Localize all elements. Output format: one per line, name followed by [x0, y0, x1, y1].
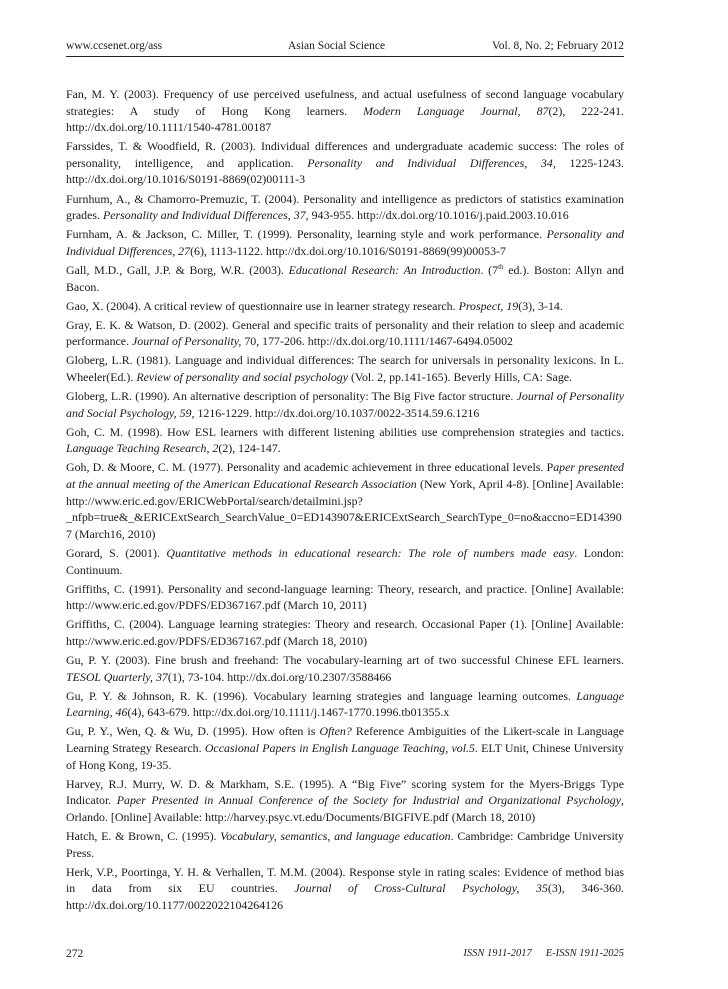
reference-text: Fan, M. Y. (2003). Frequency of use perceived usefulness, and actual usefulness of second language vocabulary strategies: A study of Hong Kong learners.	[66, 87, 624, 118]
reference-text: , Orlando. [Online] Available: http://harvey.psyc.vt.edu/Documents/BIGFIVE.pdf (March 18, 2010)	[66, 793, 624, 824]
journal-website: www.ccsenet.org/ass	[66, 40, 163, 52]
reference-text: Gu, P. Y. & Johnson, R. K. (1996). Vocabulary learning strategies and language learning outcomes.	[66, 688, 577, 703]
reference-entry	[66, 828, 624, 861]
reference-entry	[66, 723, 624, 773]
reference-text: , 1216-1229. http://dx.doi.org/10.1037/0022-3514.59.6.1216	[191, 405, 480, 420]
reference-text: . (7	[480, 262, 499, 277]
reference-italic-text: Vocabulary, semantics, and language education	[220, 828, 451, 843]
reference-entry	[66, 776, 624, 826]
reference-italic-text: Educational Research: An Introduction	[288, 262, 481, 277]
reference-italic-text: Language Learning, 46	[66, 688, 624, 720]
reference-entry	[66, 86, 624, 136]
reference-entry	[66, 352, 624, 385]
reference-superscript: th	[498, 262, 504, 271]
journal-name: Asian Social Science	[288, 40, 386, 52]
reference-text: Herk, V.P., Poortinga, Y. H. & Verhallen, T. M.M. (2004). Response style in rating scales: Evidence of method bias in data from six EU countries.	[66, 864, 624, 896]
running-header	[66, 40, 624, 57]
reference-text: Griffiths, C. (1991). Personality and second-language learning: Theory, research, and practice. [Online] Available: http://www.eric.ed.gov/PDFS/ED367167.pdf (March 10, 2011)	[66, 581, 624, 613]
reference-text: (1), 73-104. http://dx.doi.org/10.2307/3588466	[167, 669, 392, 684]
reference-text: (6), 1113-1122. http://dx.doi.org/10.1016/S0191-8869(99)00053-7	[190, 243, 506, 258]
reference-italic-text: Review of personality and social psychology	[136, 370, 348, 384]
reference-text: Globerg, L.R. (1981). Language and individual differences: The search for universals in personality lexicons. In L. Wheeler(Ed.).	[66, 353, 624, 384]
reference-text: (Vol. 2, pp.141-165). Beverly Hills, CA: Sage.	[348, 370, 573, 384]
reference-text: Farssides, T. & Woodfield, R. (2003). Individual differences and undergraduate academic success: The roles of personality, intelligence, and application.	[66, 139, 624, 170]
reference-italic-text: Personality and Individual Differences, 37	[102, 208, 306, 223]
reference-text: Reference Ambiguities of the Likert-scale in Language Learning Strategy Research.	[66, 724, 624, 755]
reference-italic-text: Often?	[319, 724, 352, 739]
reference-text: (2), 124-147.	[218, 441, 281, 456]
reference-entry	[66, 864, 624, 914]
reference-italic-text: Occasional Papers in English Language Teaching, vol.5	[204, 740, 475, 755]
reference-entry	[66, 388, 624, 421]
reference-entry	[66, 226, 624, 259]
reference-entry	[66, 545, 624, 578]
reference-italic-text: Personality and Individual Differences, 34	[307, 155, 553, 170]
reference-text: , 1225-1243. http://dx.doi.org/10.1016/S0191-8869(02)00111-3	[66, 155, 624, 187]
reference-entry	[66, 616, 624, 649]
reference-italic-text: Paper Presented in Annual Conference of the Society for Industrial and Organizational Psychology	[116, 793, 621, 808]
reference-text: Goh, C. M. (1998). How ESL learners with different listening abilities use comprehension strategies and tactics.	[66, 424, 624, 439]
reference-text: Goh, D. & Moore, C. M. (1977). Personality and academic achievement in three educational levels. P	[66, 460, 554, 475]
reference-italic-text: Journal of Personality,	[132, 334, 242, 349]
eissn: E-ISSN 1911-2025	[545, 948, 624, 959]
reference-entry	[66, 459, 624, 542]
reference-text: Globerg, L.R. (1990). An alternative description of personality: The Big Five factor structure.	[66, 389, 517, 404]
reference-entry	[66, 581, 624, 614]
reference-text: Gray, E. K. & Watson, D. (2002). General and specific traits of personality and their relation to sleep and academic performance.	[66, 317, 624, 349]
volume-issue: Vol. 8, No. 2; February 2012	[491, 40, 624, 52]
reference-text: Hatch, E. & Brown, C. (1995).	[66, 828, 221, 843]
reference-text: Griffiths, C. (2004). Language learning strategies: Theory and research. Occasional Paper (1). [Online] Available: http://www.eric.ed.gov/PDFS/ED367167.pdf (March 18, 2010)	[66, 617, 624, 648]
reference-text: Furnham, A. & Jackson, C. Miller, T. (1999). Personality, learning style and work performance.	[66, 227, 547, 242]
reference-text: Harvey, R.J. Murry, W. D. & Markham, S.E. (1995). A “Big Five” scoring system for the Myers-Briggs Type Indicator.	[66, 776, 624, 808]
reference-text: ed.). Boston: Allyn and Bacon.	[66, 262, 624, 294]
reference-italic-text: Language Teaching Research, 2	[66, 441, 219, 456]
reference-text: . ELT Unit, Chinese University of Hong Kong, 19-35.	[66, 740, 624, 772]
reference-italic-text: Quantitative methods in educational research: The role of numbers made easy	[166, 545, 575, 560]
page-number: 272	[66, 948, 84, 960]
issn-line	[449, 948, 624, 959]
reference-list	[66, 86, 624, 916]
page-footer	[66, 948, 624, 964]
reference-text: Furnhum, A., & Chamorro-Premuzic, T. (2004). Personality and intelligence as predictors of statistics examination grades.	[66, 191, 624, 223]
reference-text: 70, 177-206. http://dx.doi.org/10.1111/1467-6494.05002	[241, 334, 513, 349]
reference-italic-text: TESOL Quarterly, 37	[66, 669, 168, 684]
reference-text: Gu, P. Y., Wen, Q. & Wu, D. (1995). How often is	[66, 724, 320, 739]
reference-text: (2), 222-241. http://dx.doi.org/10.1111/1540-4781.00187	[66, 103, 624, 135]
reference-text: , 943-955. http://dx.doi.org/10.1016/j.paid.2003.10.016	[305, 208, 569, 223]
reference-entry	[66, 424, 624, 457]
reference-italic-text: Modern Language Journal, 87	[363, 103, 549, 118]
reference-entry	[66, 262, 624, 295]
reference-entry	[66, 298, 624, 315]
reference-text: . Cambridge: Cambridge University Press.	[66, 828, 625, 860]
reference-text: (New York, April 4-8). [Online] Available: http://www.eric.ed.gov/ERICWebPortal/search/detailmini.jsp?_nfpb=true&_&ERICExtSearch_SearchValue_0=ED143907&ERICExtSearch_SearchType_0=no&accno=ED143907 (March16, 2010)	[66, 477, 624, 541]
reference-text: (4), 643-679. http://dx.doi.org/10.1111/j.1467-1770.1996.tb01355.x	[127, 705, 450, 720]
reference-text: Gu, P. Y. (2003). Fine brush and freehand: The vocabulary-learning art of two successful Chinese EFL learners.	[66, 653, 624, 667]
reference-italic-text: Personality and Individual Differences, 27	[66, 227, 624, 258]
reference-text: (3), 3-14.	[518, 298, 563, 313]
reference-italic-text: Journal of Cross-Cultural Psychology, 35	[294, 881, 548, 896]
reference-entry	[66, 138, 624, 188]
reference-text: (3), 346-360. http://dx.doi.org/10.1177/0022022104264126	[66, 881, 624, 912]
reference-text: Gorard, S. (2001).	[66, 545, 167, 560]
reference-entry	[66, 317, 624, 350]
reference-text: Gall, M.D., Gall, J.P. & Borg, W.R. (2003).	[66, 262, 289, 277]
reference-entry	[66, 688, 624, 721]
reference-italic-text: Journal of Personality and Social Psychology, 59	[66, 389, 624, 420]
reference-entry	[66, 191, 624, 224]
issn: ISSN 1911-2017	[463, 948, 532, 959]
reference-entry	[66, 652, 624, 685]
reference-italic-text: aper presented at the annual meeting of the American Educational Research Association	[66, 460, 624, 492]
reference-italic-text: Prospect, 19	[458, 298, 519, 313]
reference-text: . London: Continuum.	[66, 545, 624, 577]
reference-text: Gao, X. (2004). A critical review of questionnaire use in learner strategy research.	[66, 298, 459, 313]
